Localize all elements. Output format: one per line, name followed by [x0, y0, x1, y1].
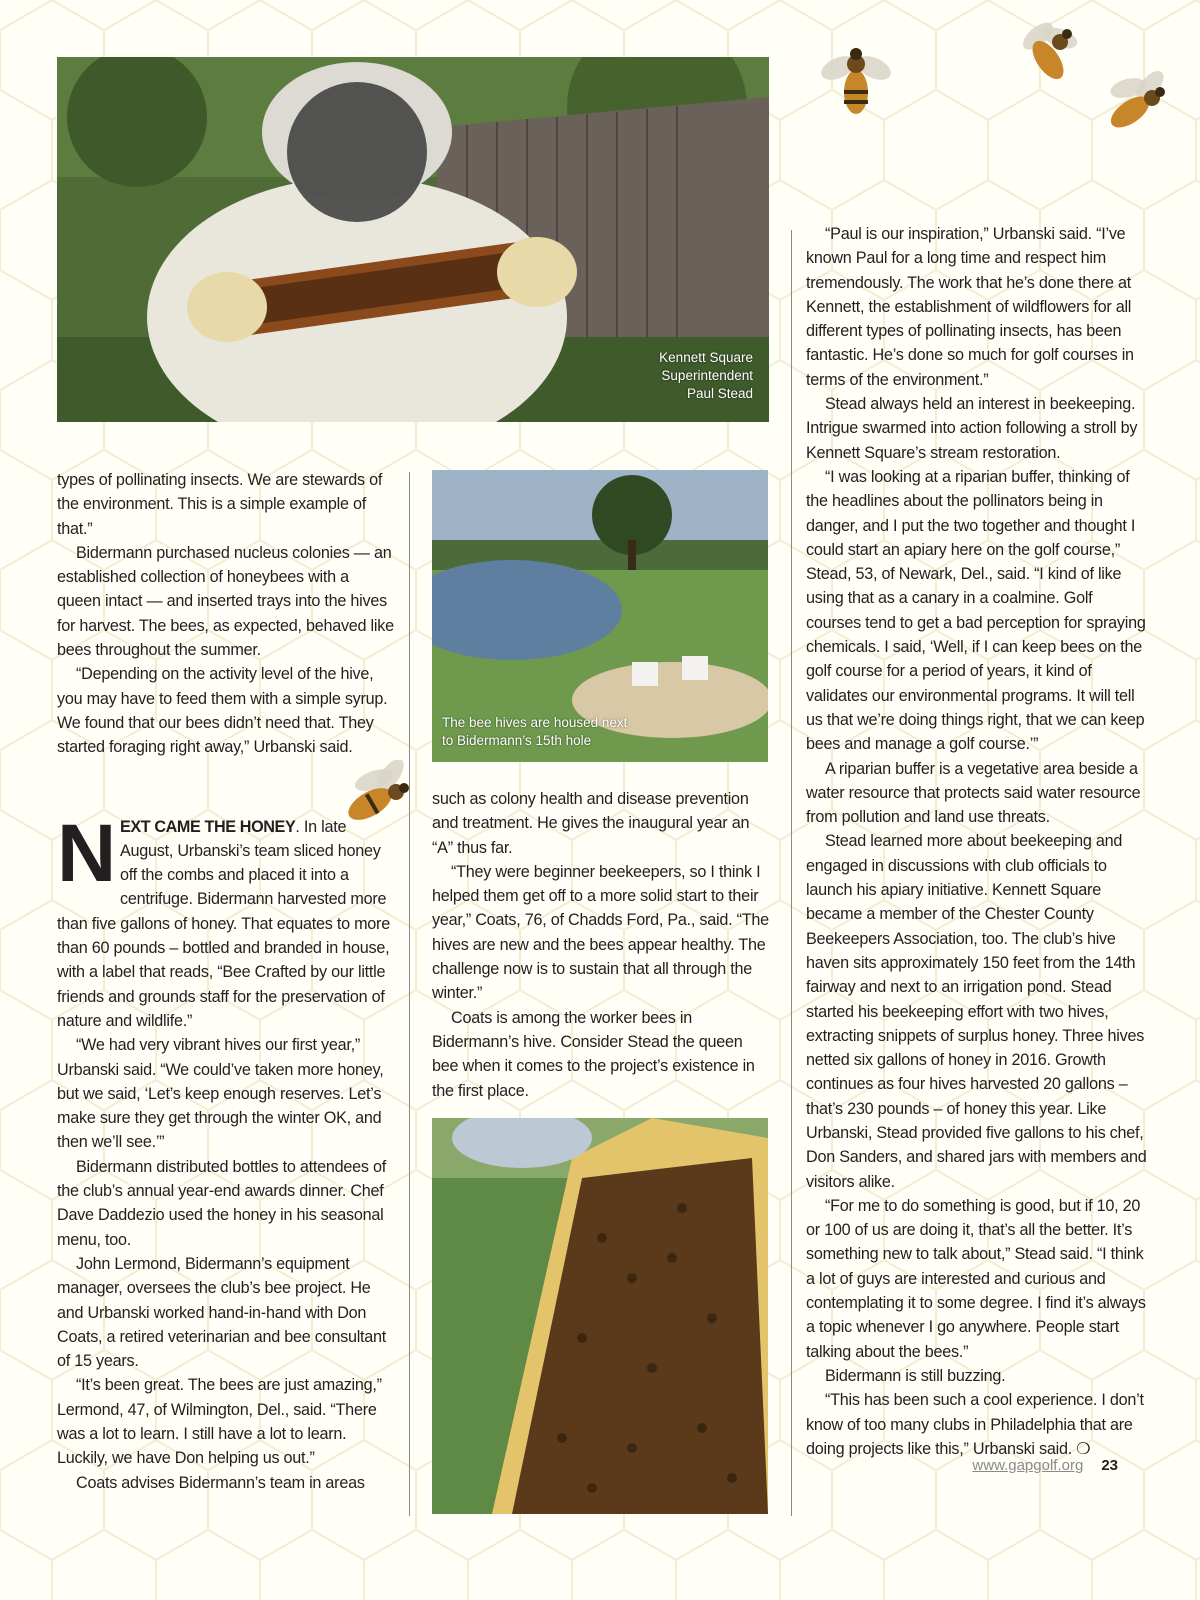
article-column-2 — [432, 787, 772, 1103]
hives-photo-caption: The bee hives are housed next to Bidermann’s 15th hole — [442, 715, 628, 748]
hives-pond-photo — [432, 470, 768, 762]
paragraph: “For me to do something is good, but if 10, 20 or 100 of us are doing it, that’s all the better. It’s something new to talk about,” Stead said. “I think a lot of guys are interested and curious and contemplating it to some degree. I find it’s always a topic whenever I go anywhere. People start talking about the bees.” — [806, 1196, 1146, 1361]
paragraph: “They were beginner beekeepers, so I think I helped them get off to a more solid start to their year,” Coats, 76, of Chadds Ford, Pa., said. “The hives are new and the bees appear healthy. The challenge now is to sustain that all through the winter.” — [432, 862, 769, 1003]
paragraph: types of pollinating insects. We are stewards of the environment. This is a simple example of that.” — [57, 471, 383, 538]
bee-icon — [818, 40, 894, 122]
paragraph: “I was looking at a riparian buffer, thinking of the headlines about the pollinators being in danger, and I put the two together and thought I could start an apiary here on the golf course,” Stead, 53, of Newark, Del., said. “I kind of like using that as a canary in a coalmine. Golf courses tend to get a bad perception for spraying chemicals. I said, ‘Well, if I can keep bees on the golf course for a period of years, it kind of validates our environmental programs. It will tell us that we’re doing things right, that we can keep bees and manage a golf course.’” — [806, 467, 1146, 754]
section-lead: EXT CAME THE HONEY — [119, 817, 296, 836]
bee-icon — [1008, 18, 1090, 90]
paragraph: such as colony health and disease prevention and treatment. He gives the inaugural year an “A” thus far. — [432, 790, 750, 857]
bee-icon — [1094, 68, 1178, 138]
honeycomb-frame-photo — [432, 1118, 768, 1514]
column-divider — [409, 472, 410, 1516]
paragraph: “This has been such a cool experience. I don’t know of too many clubs in Philadelphia that are doing projects like this,” Urbanski said. ❍ — [806, 1391, 1144, 1458]
paragraph: Stead learned more about beekeeping and engaged in discussions with club officials to launch his apiary initiative. Kennett Square became a member of the Chester County Beekeepers Association, too. The club’s hive haven sits approximately 150 feet from the 14th fairway and next to an irrigation pond. Stead started his beekeeping effort with two hives, extracting snippets of surplus honey. Three hives netted six gallons of honey in 2016. Growth continues as four hives harvested 20 gallons – that’s 230 pounds – of honey this year. Like Urbanski, Stead provided five gallons to his chef, Don Sanders, and shared jars with members and visitors alike. — [806, 832, 1147, 1191]
article-column-1 — [57, 468, 395, 1495]
paragraph: “Depending on the activity level of the hive, you may have to feed them with a simple syrup. We found that our bees didn’t need that. They started foraging right away,” Urbanski said. — [57, 665, 388, 757]
paragraph: “Paul is our inspiration,” Urbanski said. “I’ve known Paul for a long time and respect him tremendously. The work that he’s done there at Kennett, the establishment of wildflowers for all different types of pollinating insects, has been fantastic. He’s done so much for golf courses in terms of the environment.” — [806, 225, 1134, 389]
drop-cap: N — [57, 807, 116, 899]
paragraph: “It’s been great. The bees are just amazing,” Lermond, 47, of Wilmington, Del., said. “There was a lot to learn. I still have a lot to learn. Luckily, we have Don helping us out.” — [57, 1376, 382, 1468]
website-link[interactable]: www.gapgolf.org — [972, 1457, 1084, 1474]
page-number: 23 — [1101, 1457, 1118, 1474]
beekeeper-photo-caption: Kennett Square Superintendent Paul Stead — [659, 350, 753, 401]
paragraph: John Lermond, Bidermann’s equipment manager, oversees the club’s bee project. He and Urbanski worked hand-in-hand with Don Coats, a retired veterinarian and bee consultant of 15 years. — [57, 1254, 387, 1371]
beekeeper-photo — [57, 57, 769, 422]
article-column-3 — [806, 222, 1148, 1461]
paragraph: Bidermann purchased nucleus colonies — an established collection of honeybees with a queen intact — and inserted trays into the hives for harvest. The bees, as expected, behaved like bees throughout the summer. — [57, 543, 394, 660]
paragraph: Bidermann distributed bottles to attendees of the club’s annual year-end awards dinner. Chef Dave Daddezio used the honey in his seasonal menu, too. — [57, 1157, 387, 1249]
paragraph: Coats is among the worker bees in Bidermann’s hive. Consider Stead the queen bee when it comes to the project’s existence in the first place. — [432, 1008, 755, 1100]
paragraph: Coats advises Bidermann’s team in areas — [76, 1473, 365, 1492]
paragraph: Stead always held an interest in beekeeping. Intrigue swarmed into action following a stroll by Kennett Square’s stream restoration. — [806, 395, 1138, 462]
page-footer — [972, 1457, 1118, 1474]
paragraph: “We had very vibrant hives our first year,” Urbanski said. “We could’ve taken more honey, but we said, ‘Let’s keep enough reserves. Let’s make sure they get through the winter OK, and then we’ll see.’” — [57, 1036, 384, 1152]
paragraph: Bidermann is still buzzing. — [825, 1366, 1006, 1385]
paragraph: A riparian buffer is a vegetative area beside a water resource that protects said water resource from pollution and land use threats. — [806, 759, 1141, 827]
paragraph: NEXT CAME THE HONEY. In late August, Urbanski’s team sliced honey off the combs and placed it into a centrifuge. Bidermann harvested more than five gallons of honey. That equates to more than 60 pounds – bottled and branded in house, with a label that reads, “Bee Crafted by our little friends and grounds staff for the preservation of nature and wildlife.” — [57, 807, 390, 1030]
end-mark-icon: ❍ — [1076, 1439, 1091, 1458]
column-divider — [791, 230, 792, 1516]
